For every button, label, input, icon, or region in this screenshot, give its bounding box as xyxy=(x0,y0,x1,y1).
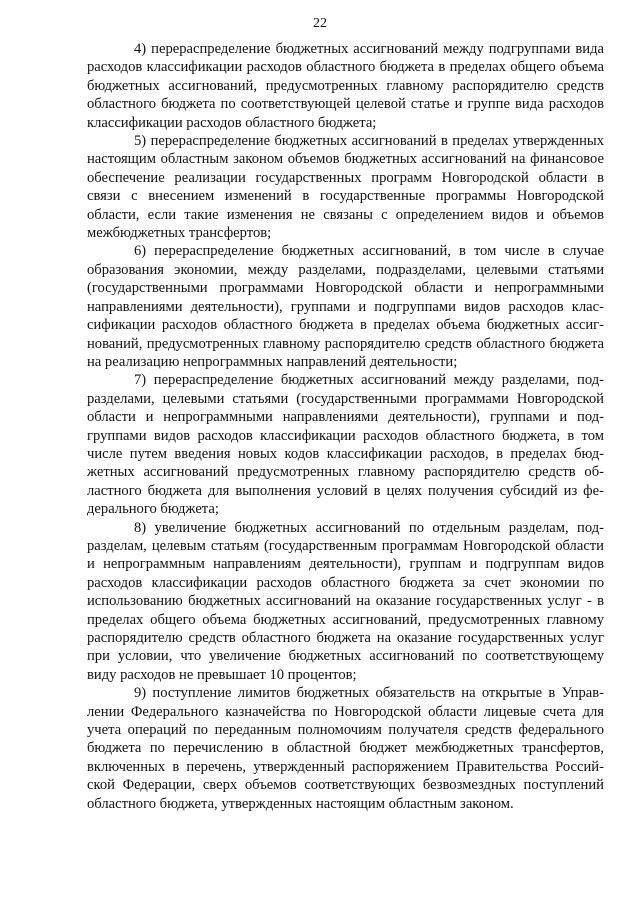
paragraph-item-4: 4) перераспределение бюджетных ассигнований между подгруппами вида расходов классификации расходов областного бюджета в пределах общего объема бюджетных ассигнований, предусмотренных главному распорядителю средств областного бюджета по соответствующей целевой статье и группе вида расходов классификации расходов областного бюджета; xyxy=(87,41,604,131)
document-body xyxy=(87,40,604,813)
paragraph-item-8: 8) увеличение бюджетных ассигнований по отдельным разделам, подразделам, целевым статьям (государственным программам Новгородской области и непрограммным направлениям деятельности), группам и подгруппам видов расходов классификации расходов областного бюджета за счет экономии по использованию бюджетных ассигнований на оказание государственных услуг - в пределах общего объема бюджетных ассигнований, предусмотренных главному распорядителю средств областного бюджета на оказание государственных услуг при условии, что увеличение бюджетных ассигнований по соответствующему виду расходов не превышает 10 процентов; xyxy=(87,519,604,683)
paragraph-item-6: 6) перераспределение бюджетных ассигнований, в том числе в случае образования экономии, между разделами, подразделами, целевыми статьями (государственными программами Новгородской области и непрограммными направлениями деятельности), группами и подгруппами видов расходов классификации расходов областного бюджета в пределах объема бюджетных ассигнований, предусмотренных главному распорядителю средств областного бюджета на реализацию непрограммных направлений деятельности; xyxy=(87,243,604,370)
paragraph-item-7: 7) перераспределение бюджетных ассигнований между разделами, подразделами, целевыми статьями (государственными программами Новгородской области и непрограммными направлениями деятельности), группами и подгруппами видов расходов классификации расходов областного бюджета, в том числе путем введения новых кодов классификации расходов, в пределах бюджетных ассигнований предусмотренных главному распорядителю средств областного бюджета для выполнения условий в целях получения субсидий из федерального бюджета; xyxy=(87,372,604,518)
page-number: 22 xyxy=(313,16,327,31)
paragraph-item-9: 9) поступление лимитов бюджетных обязательств на открытые в Управлении Федерального казначейства по Новгородской области лицевые счета для учета операций по переданным полномочиям получателя средств федерального бюджета по перечислению в областной бюджет межбюджетных трансфертов, включенных в перечень, утвержденный распоряжением Правительства Российской Федерации, сверх объемов соответствующих безвозмездных поступлений областного бюджета, утвержденных настоящим областным законом. xyxy=(87,685,604,812)
paragraph-item-5: 5) перераспределение бюджетных ассигнований в пределах утвержденных настоящим областным законом объемов бюджетных ассигнований на финансовое обеспечение реализации государственных программ Новгородской области в связи с внесением изменений в государственные программы Новгородской области, если такие изменения не связаны с определением видов и объемов межбюджетных трансфертов; xyxy=(87,133,604,242)
